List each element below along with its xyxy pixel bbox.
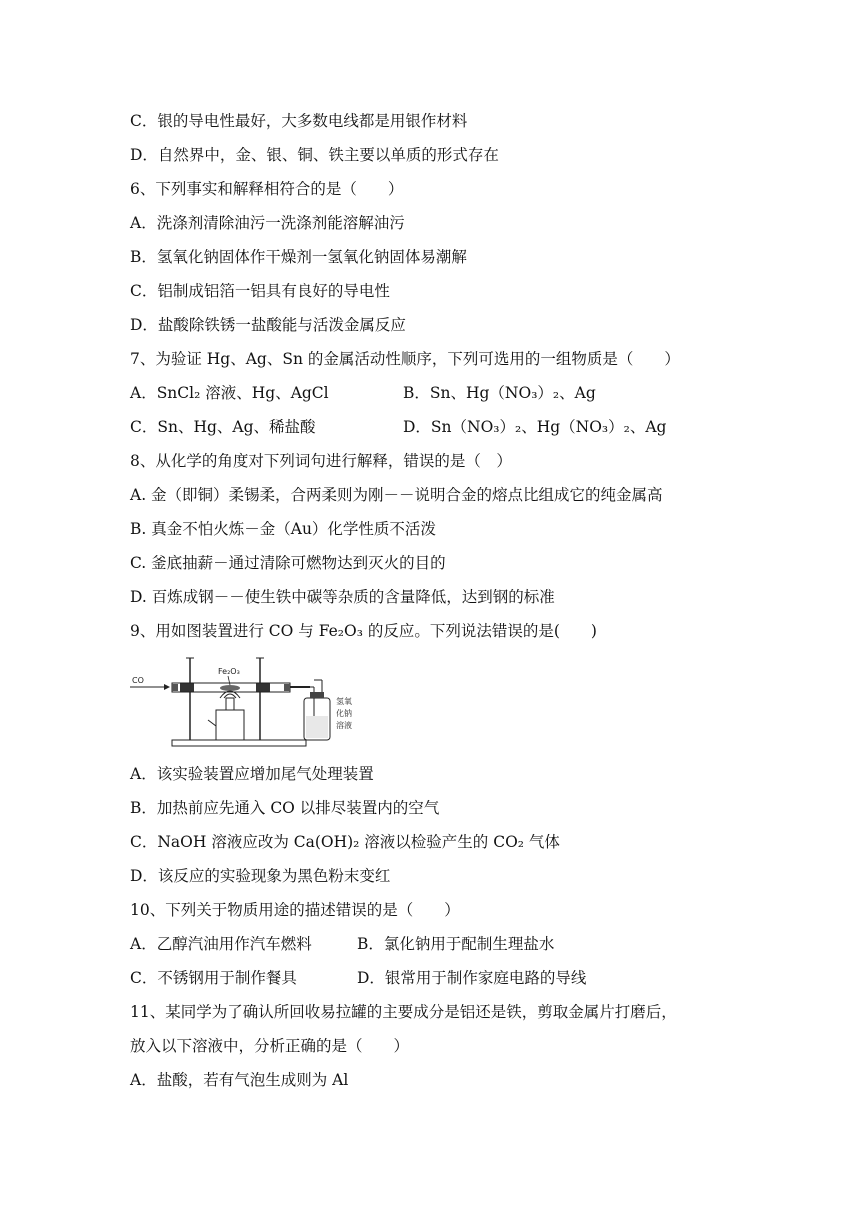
q10-option-c: C．不锈钢用于制作餐具 [130, 969, 297, 987]
q9-stem: 9、用如图装置进行 CO 与 Fe₂O₃ 的反应。下列说法错误的是( ) [130, 622, 597, 640]
q8-option-a: A. 金（即铜）柔锡柔，合两柔则为刚－－说明合金的熔点比组成它的纯金属高 [130, 486, 663, 504]
q7-option-b: B．Sn、Hg（NO₃）₂、Ag [403, 384, 596, 402]
q10-stem: 10、下列关于物质用途的描述错误的是（ ） [130, 901, 460, 919]
q5-option-d: D．自然界中，金、银、铜、铁主要以单质的形式存在 [130, 146, 499, 164]
q8-stem: 8、从化学的角度对下列词句进行解释，错误的是（ ） [130, 452, 512, 470]
apparatus-diagram [128, 654, 488, 754]
q8-option-d: D. 百炼成钢－－使生铁中碳等杂质的含量降低，达到钢的标准 [130, 588, 555, 606]
q5-option-c: C．银的导电性最好，大多数电线都是用银作材料 [130, 112, 468, 130]
q9-option-b: B．加热前应先通入 CO 以排尽装置内的空气 [130, 799, 440, 817]
q10-option-a: A．乙醇汽油用作汽车燃料 [130, 935, 312, 953]
q7-option-c: C．Sn、Hg、Ag、稀盐酸 [130, 418, 316, 436]
q9-option-d: D．该反应的实验现象为黑色粉末变红 [130, 867, 391, 885]
q7-option-a: A．SnCl₂ 溶液、Hg、AgCl [130, 384, 329, 402]
q10-option-d: D．银常用于制作家庭电路的导线 [357, 969, 587, 987]
fe2o3-label: Fe₂O₃ [218, 667, 240, 676]
q11-option-a: A．盐酸，若有气泡生成则为 Al [130, 1071, 349, 1089]
bottle-label-2: 化钠 [336, 709, 352, 718]
q11-stem-line2: 放入以下溶液中，分析正确的是（ ） [130, 1037, 410, 1055]
bottle-label-3: 溶液 [336, 721, 352, 730]
q11-stem-line1: 11、某同学为了确认所回收易拉罐的主要成分是铝还是铁，剪取金属片打磨后， [130, 1003, 677, 1021]
q9-option-c: C．NaOH 溶液应改为 Ca(OH)₂ 溶液以检验产生的 CO₂ 气体 [130, 833, 560, 851]
q10-option-b: B．氯化钠用于配制生理盐水 [357, 935, 555, 953]
q7-option-d: D．Sn（NO₃）₂、Hg（NO₃）₂、Ag [403, 418, 667, 436]
co-label: CO [132, 676, 144, 685]
q7-stem: 7、为验证 Hg、Ag、Sn 的金属活动性顺序，下列可选用的一组物质是（ ） [130, 350, 680, 368]
q6-option-c: C．铝制成铝箔一铝具有良好的导电性 [130, 282, 390, 300]
q6-option-d: D．盐酸除铁锈一盐酸能与活泼金属反应 [130, 316, 406, 334]
q9-option-a: A．该实验装置应增加尾气处理装置 [130, 765, 374, 783]
q6-option-b: B．氢氧化钠固体作干燥剂一氢氧化钠固体易潮解 [130, 248, 467, 266]
q6-stem: 6、下列事实和解释相符合的是（ ） [130, 180, 404, 198]
apparatus-figure [128, 654, 488, 754]
q8-option-c: C. 釜底抽薪－通过清除可燃物达到灭火的目的 [130, 554, 446, 572]
q8-option-b: B. 真金不怕火炼－金（Au）化学性质不活泼 [130, 520, 436, 538]
bottle-label-1: 氢氧 [336, 697, 352, 706]
q6-option-a: A．洗涤剂清除油污一洗涤剂能溶解油污 [130, 214, 405, 232]
